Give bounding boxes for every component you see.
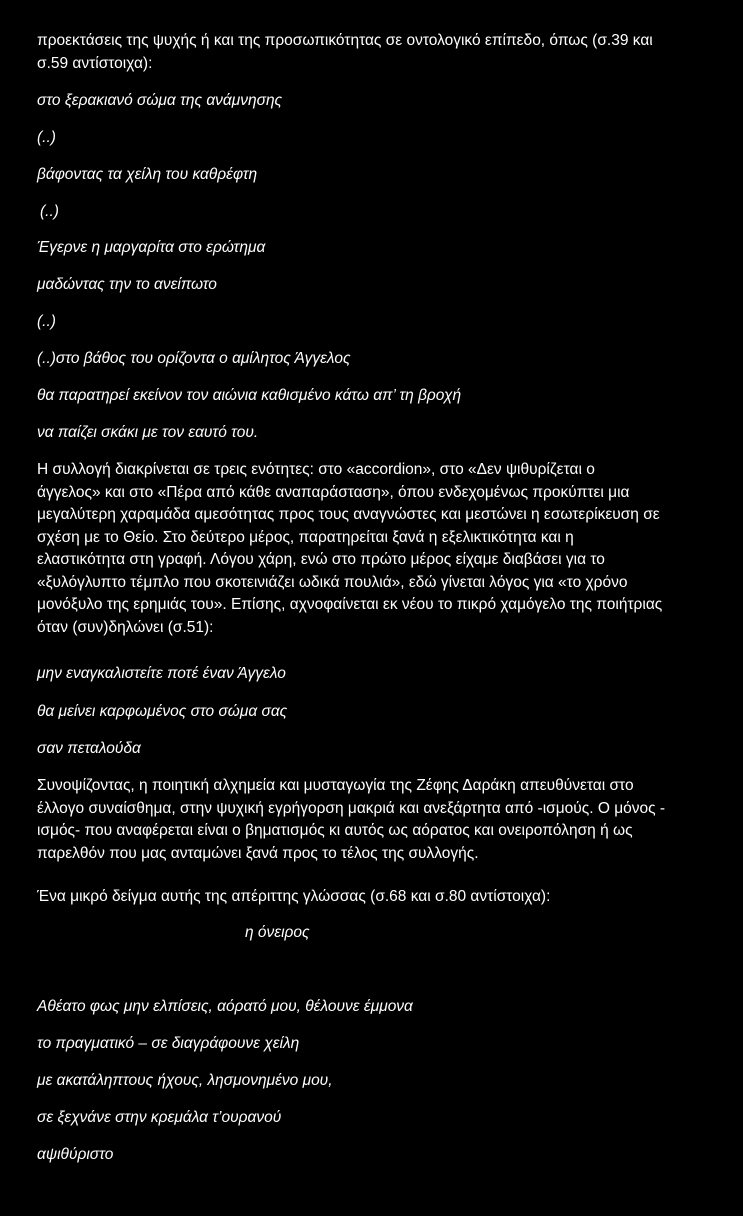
intro-line: σ.59 αντίστοιχα):	[37, 55, 153, 72]
poem-line: μαδώντας την το ανείπωτο	[37, 276, 217, 293]
poem-line: θα παρατηρεί εκείνον τον αιώνια καθισμένο κάτω απ’ τη βροχή	[37, 387, 462, 404]
paragraph-line: ελαστικότητα στη γραφή. Λόγου χάρη, ενώ στο πρώτο μέρος είχαμε διαβάσει για το	[37, 551, 605, 568]
poem-line: (..)	[37, 129, 56, 146]
paragraph-line: «ξυλόγλυπτο τέμπλο που σκοτεινιάζει ωδικά πουλιά», εδώ γίνεται λόγος για «το χρόνο	[37, 573, 628, 591]
paragraph-line: μεγαλύτερη χαραμάδα αμεσότητας προς τους αναγνώστες και μεστώνει η εσωτερίκευση σε	[37, 506, 660, 523]
poem-line: σαν πεταλούδα	[37, 740, 141, 757]
poem-line: στο ξερακιανό σώμα της ανάμνησης	[37, 92, 283, 109]
paragraph-line: έλλογο συναίσθημα, στην ψυχική εγρήγορση μακριά και ανεξάρτητα από -ισμούς. Ο μόνος -	[37, 799, 666, 817]
intro-line: προεκτάσεις της ψυχής ή και της προσωπικότητας σε οντολογικό επίπεδο, όπως (σ.39 και	[37, 32, 653, 49]
body-paragraph	[37, 775, 717, 865]
paragraph-line: Συνοψίζοντας, η ποιητική αλχημεία και μυσταγωγία της Ζέφης Δαράκη απευθύνεται στο	[37, 777, 634, 794]
poem-line: Έγερνε η μαργαρίτα στο ερώτημα	[37, 239, 266, 256]
paragraph-line: σχέση με το Θείο. Στο δεύτερο μέρος, παρατηρείται ξανά η εξελικτικότητα και η	[37, 528, 574, 546]
poem-line: βάφοντας τα χείλη του καθρέφτη	[37, 166, 258, 183]
poem-line: (..)στο βάθος του ορίζοντα ο αμίλητος Άγγελος	[37, 350, 351, 367]
poem-line: Αθέατο φως μην ελπίσεις, αόρατό μου, θέλουνε έμμονα	[37, 998, 413, 1015]
poem-line: με ακατάληπτους ήχους, λησμονημένο μου,	[37, 1072, 333, 1089]
paragraph-line: μονόξυλο της ερημιάς του». Επίσης, αχνοφαίνεται εκ νέου το πικρό χαμόγελο της ποιήτριας	[37, 596, 663, 613]
paragraph-line: όταν (συν)δηλώνει (σ.51):	[37, 618, 214, 636]
poem-line: μην εναγκαλιστείτε ποτέ έναν Άγγελο	[37, 665, 286, 682]
poem-title: η όνειρος	[245, 924, 310, 941]
paragraph-line: Η συλλογή διακρίνεται σε τρεις ενότητες: στο «accordion», στο «Δεν ψιθυρίζεται ο	[37, 461, 595, 478]
paragraph-line: ισμός- που αναφέρεται είναι ο βηματισμός κι αυτός ως αόρατος και ονειροπόληση ή ως	[37, 822, 633, 839]
poem-line: (..)	[37, 313, 56, 330]
sample-intro: Ένα μικρό δείγμα αυτής της απέριττης γλώσσας (σ.68 και σ.80 αντίστοιχα):	[37, 888, 551, 905]
paragraph-line: άγγελος» και στο «Πέρα από κάθε αναπαράσταση», όπου ενδεχομένως προκύπτει μια	[37, 483, 630, 501]
poem-line: σε ξεχνάνε στην κρεμάλα τ’ουρανού	[37, 1109, 282, 1126]
poem-line: να παίζει σκάκι με τον εαυτό του.	[37, 424, 259, 441]
poem-line: θα μείνει καρφωμένος στο σώμα σας	[37, 703, 288, 720]
poem-line: αψιθύριστο	[37, 1146, 114, 1163]
poem-line: το πραγματικό – σε διαγράφουνε χείλη	[37, 1035, 300, 1052]
poem-line: (..)	[40, 203, 59, 220]
body-paragraph	[37, 459, 717, 639]
paragraph-line: παρελθόν που μας ανταμώνει ξανά προς το τέλος της συλλογής.	[37, 844, 479, 862]
